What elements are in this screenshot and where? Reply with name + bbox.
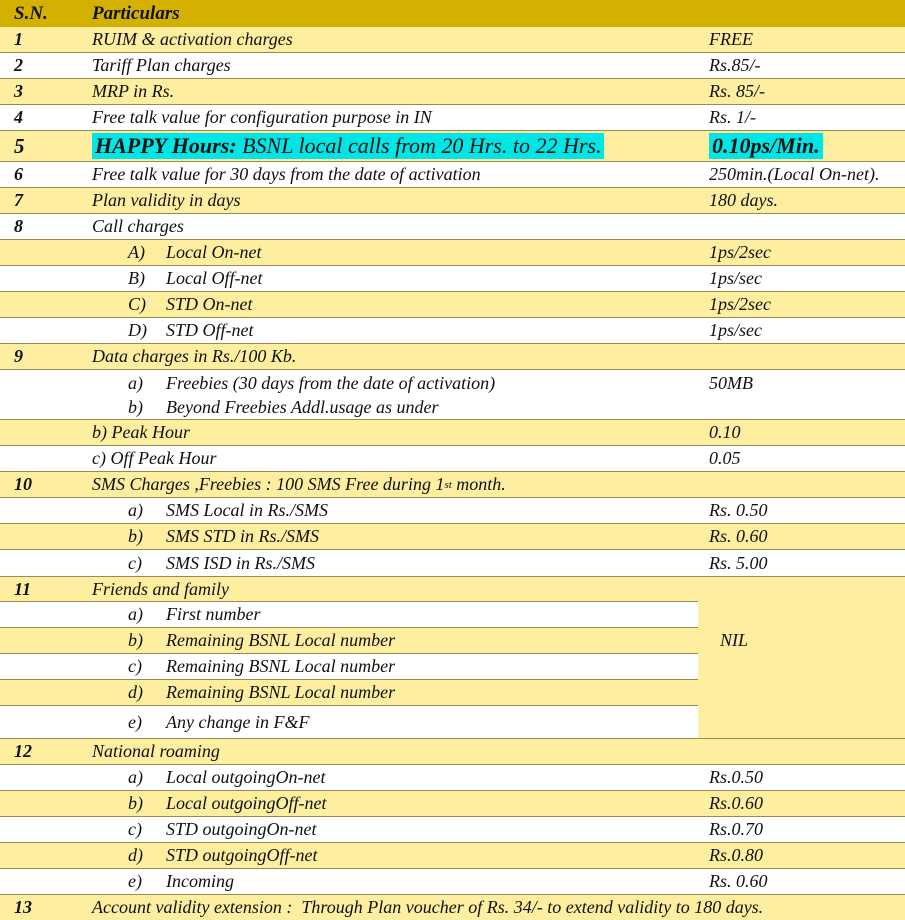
call-charge-row <box>0 292 905 318</box>
ff-row <box>0 628 698 654</box>
call-charge-row <box>0 266 905 292</box>
row-text <box>92 472 506 497</box>
item-label: A) <box>128 242 145 262</box>
row-sn: 2 <box>14 55 23 75</box>
item-label: D) <box>128 320 147 340</box>
row-sn: 5 <box>14 133 25 158</box>
item-value: Rs. 5.00 <box>709 552 768 573</box>
row-sn: 4 <box>14 107 23 127</box>
roaming-row <box>0 765 905 791</box>
sms-row <box>0 498 905 524</box>
header-sn: S.N. <box>14 2 48 24</box>
table-row <box>0 27 905 53</box>
table-row <box>0 739 905 765</box>
item-text: Freebies (30 days from the date of activation) <box>166 372 496 393</box>
roaming-row <box>0 843 905 869</box>
row-value: FREE <box>709 29 753 49</box>
row-value: 250min.(Local On-net). <box>709 164 880 184</box>
row-text: National roaming <box>92 741 220 761</box>
sms-row <box>0 550 905 577</box>
item-text: Beyond Freebies Addl.usage as under <box>166 396 439 417</box>
item-text: STD outgoingOn-net <box>166 819 317 839</box>
item-text: STD outgoingOff-net <box>166 845 318 865</box>
item-text: Remaining BSNL Local number <box>166 656 396 676</box>
item-label: b) <box>128 630 143 650</box>
item-text: Remaining BSNL Local number <box>166 682 396 702</box>
item-text: SMS Local in Rs./SMS <box>166 500 328 520</box>
item-label: e) <box>128 711 142 732</box>
item-label: d) <box>128 845 143 865</box>
item-value: 1ps/sec <box>709 320 762 340</box>
row-text: Free talk value for 30 days from the date of activation <box>92 164 481 184</box>
row-value: Rs.85/- <box>709 55 761 75</box>
ff-row <box>0 602 698 628</box>
table-row <box>0 577 698 602</box>
roaming-row <box>0 791 905 817</box>
row-text: Call charges <box>92 216 184 236</box>
sms-row <box>0 524 905 550</box>
row-text: Data charges in Rs./100 Kb. <box>92 346 297 366</box>
item-text: Local On-net <box>166 242 262 262</box>
item-label: c) <box>128 552 142 573</box>
item-label: C) <box>128 294 146 314</box>
peak-row <box>0 446 905 472</box>
item-text: c) Off Peak Hour <box>92 448 217 468</box>
item-value: 1ps/sec <box>709 268 762 288</box>
happy-hours-row <box>0 131 905 162</box>
row-sn: 12 <box>14 741 32 761</box>
row-value: Rs. 1/- <box>709 107 756 127</box>
item-label: a) <box>128 372 143 393</box>
ff-row <box>0 706 698 739</box>
item-value: 50MB <box>709 372 753 393</box>
sms-header-after: month. <box>451 474 506 494</box>
row-sn: 3 <box>14 81 23 101</box>
item-text: First number <box>166 604 261 624</box>
item-label: b) <box>128 526 143 546</box>
item-text: Any change in F&F <box>166 711 310 732</box>
item-label: c) <box>128 819 142 839</box>
roaming-row <box>0 869 905 895</box>
ff-value-cell <box>698 577 905 739</box>
row-text: RUIM & activation charges <box>92 29 293 49</box>
ff-row <box>0 680 698 706</box>
row-text: MRP in Rs. <box>92 81 175 101</box>
row-sn: 7 <box>14 190 23 210</box>
item-label: a) <box>128 500 143 520</box>
item-label: e) <box>128 871 142 891</box>
happy-hours-highlight <box>92 133 604 159</box>
item-label: a) <box>128 604 143 624</box>
table-row <box>0 162 905 188</box>
item-value: Rs.0.80 <box>709 845 763 865</box>
item-label: c) <box>128 656 142 676</box>
call-charge-row <box>0 318 905 344</box>
table-row <box>0 53 905 79</box>
item-value: Rs.0.60 <box>709 793 763 813</box>
item-text: SMS ISD in Rs./SMS <box>166 552 315 573</box>
table-row <box>0 472 905 498</box>
call-charge-row <box>0 240 905 266</box>
item-text: STD On-net <box>166 294 253 314</box>
item-text: Local outgoingOn-net <box>166 767 326 787</box>
row-text: Tariff Plan charges <box>92 55 231 75</box>
item-text: Local Off-net <box>166 268 263 288</box>
sms-header-text: SMS Charges ,Freebies : 100 SMS Free during 1 <box>92 474 445 494</box>
item-label: B) <box>128 268 145 288</box>
table-row <box>0 214 905 240</box>
item-text: STD Off-net <box>166 320 254 340</box>
happy-hours-label: HAPPY Hours: <box>95 133 237 158</box>
table-row <box>0 895 905 920</box>
item-text: Local outgoingOff-net <box>166 793 327 813</box>
table-row <box>0 79 905 105</box>
item-label: b) <box>128 793 143 813</box>
row-sn: 9 <box>14 346 23 366</box>
row-sn: 13 <box>14 897 32 917</box>
happy-hours-value-cell <box>709 131 823 161</box>
item-label: b) <box>128 396 143 417</box>
peak-row <box>0 420 905 446</box>
row-sn: 8 <box>14 216 23 236</box>
item-text: Remaining BSNL Local number <box>166 630 396 650</box>
header-particulars: Particulars <box>92 2 180 24</box>
item-text: Incoming <box>166 871 234 891</box>
row-text: Friends and family <box>92 578 229 599</box>
row-value: Rs. 85/- <box>709 81 765 101</box>
item-value: Rs.0.50 <box>709 767 763 787</box>
ff-row <box>0 654 698 680</box>
table-row <box>0 105 905 131</box>
happy-hours-desc: BSNL local calls from 20 Hrs. to 22 Hrs. <box>236 133 602 158</box>
row-text: Account validity extension : Through Plan voucher of Rs. 34/- to extend validity to 180 days. <box>92 897 764 917</box>
item-label: d) <box>128 682 143 702</box>
item-value: Rs. 0.60 <box>709 871 768 891</box>
item-label: a) <box>128 767 143 787</box>
happy-hours-text <box>92 131 604 161</box>
item-value: 0.10 <box>709 422 741 442</box>
item-value: 1ps/2sec <box>709 242 771 262</box>
sms-header-sup: st <box>444 478 452 491</box>
data-charge-block <box>0 370 905 420</box>
item-value: 0.05 <box>709 448 741 468</box>
table-row <box>0 188 905 214</box>
item-text: b) Peak Hour <box>92 422 190 442</box>
row-sn: 10 <box>14 474 32 494</box>
row-sn: 6 <box>14 164 23 184</box>
item-value: 1ps/2sec <box>709 294 771 314</box>
table-header <box>0 0 905 27</box>
ff-value: NIL <box>720 630 749 650</box>
item-value: Rs. 0.60 <box>709 526 768 546</box>
row-value: 180 days. <box>709 190 778 210</box>
row-text: Free talk value for configuration purpose in IN <box>92 107 432 127</box>
item-value: Rs. 0.50 <box>709 500 768 520</box>
item-value: Rs.0.70 <box>709 819 763 839</box>
table-row <box>0 344 905 370</box>
item-text: SMS STD in Rs./SMS <box>166 526 319 546</box>
row-sn: 11 <box>14 578 32 599</box>
row-sn: 1 <box>14 29 23 49</box>
roaming-row <box>0 817 905 843</box>
row-text: Plan validity in days <box>92 190 241 210</box>
happy-hours-value: 0.10ps/Min. <box>709 133 823 159</box>
